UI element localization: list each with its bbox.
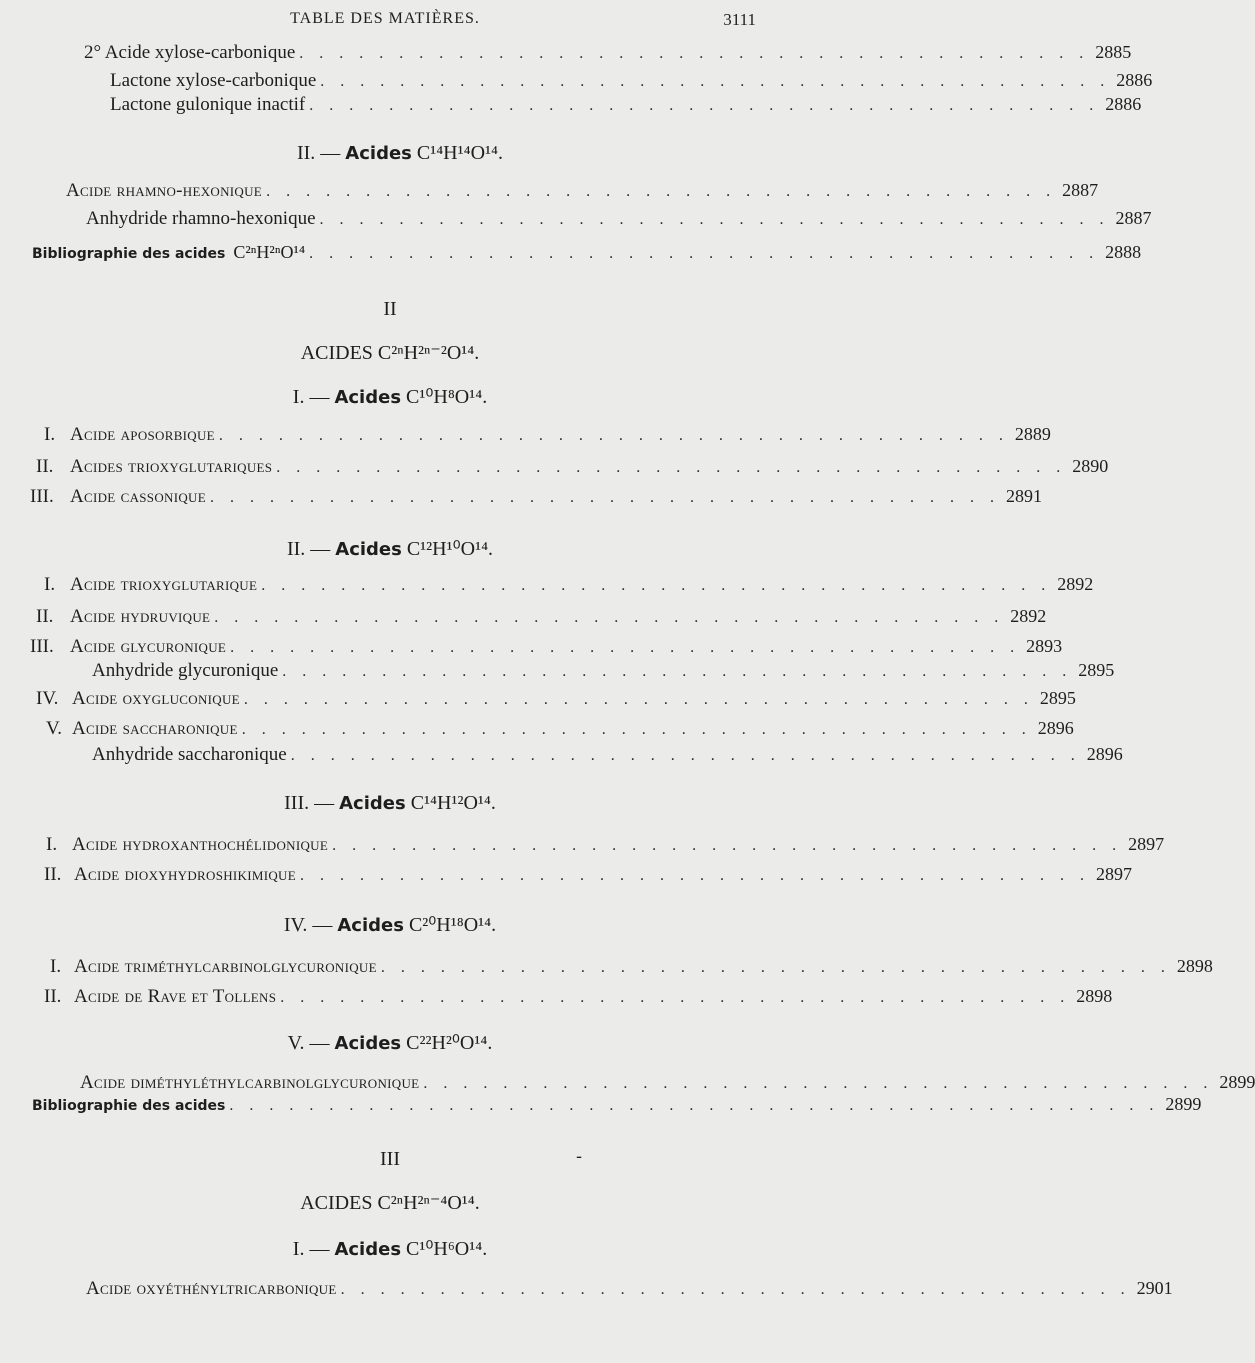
running-head-page-number: 3111: [723, 10, 756, 29]
toc-entry-page: 2892: [1057, 574, 1094, 594]
toc-entry[interactable]: [110, 94, 1142, 120]
toc-entry[interactable]: [44, 574, 1094, 600]
toc-entry-page: 2896: [1037, 718, 1074, 738]
toc-entry[interactable]: [44, 986, 1113, 1012]
toc-entry[interactable]: [32, 1094, 1202, 1120]
toc-entry-label: Acide aposorbique: [70, 424, 215, 445]
toc-entry-number: II.: [36, 606, 54, 627]
toc-entry-page: 2901: [1136, 1278, 1173, 1298]
section-heading-word: Acides: [334, 1239, 402, 1260]
running-head-title: TABLE DES MATIÈRES.: [290, 10, 480, 27]
toc-entry-label: Lactone xylose-carbonique: [110, 70, 317, 91]
toc-entry-label: Acide oxygluconique: [72, 688, 240, 709]
toc-entry[interactable]: [92, 660, 1115, 686]
toc-entry-page: 2899: [1165, 1094, 1202, 1114]
toc-entry[interactable]: [46, 718, 1074, 744]
section-heading: [0, 912, 780, 937]
toc-entry-number: V.: [46, 718, 63, 739]
toc-entry-number: II.: [44, 864, 62, 885]
dot-leader: . . . . . . . . . . . . . . . . . . . . . . . . . . . . . . . . . . . . . . . .: [332, 837, 1123, 854]
toc-entry-number: I.: [44, 574, 56, 595]
section-heading-prefix: III. —: [284, 792, 335, 814]
toc-entry-number: IV.: [36, 688, 59, 709]
section-heading-formula: C²²H²⁰O¹⁴.: [406, 1032, 493, 1054]
dot-leader: . . . . . . . . . . . . . . . . . . . . . . . . . . . . . . . . . . . . . . . .: [243, 691, 1034, 708]
toc-entry-page: 2895: [1078, 660, 1115, 680]
part-number: II: [383, 298, 397, 320]
toc-entry[interactable]: [66, 180, 1099, 206]
toc-entry-page: 2887: [1062, 180, 1099, 200]
section-heading: [0, 384, 780, 409]
toc-entry-page: 2899: [1219, 1072, 1255, 1092]
toc-entry[interactable]: [32, 242, 1142, 268]
toc-entry-page: 2896: [1086, 744, 1123, 764]
dot-leader: . . . . . . . . . . . . . . . . . . . . . . . . . . . . . . . . . . . . . . . .: [261, 577, 1052, 594]
section-heading-formula: C¹⁰H⁸O¹⁴.: [406, 386, 488, 408]
toc-entry-page: 2890: [1072, 456, 1109, 476]
toc-entry[interactable]: [50, 956, 1213, 982]
toc-entry-number: II.: [36, 456, 54, 477]
toc-entry-page: 2895: [1039, 688, 1076, 708]
toc-entry[interactable]: [86, 208, 1152, 234]
toc-entry-number: III.: [30, 636, 54, 657]
dot-leader: . . . . . . . . . . . . . . . . . . . . . . . . . . . . . . . . . . . . . . . .: [290, 747, 1081, 764]
toc-entry-page: 2889: [1014, 424, 1051, 444]
toc-entry[interactable]: [86, 1278, 1173, 1304]
section-heading-prefix: II. —: [286, 538, 331, 560]
toc-entry[interactable]: [36, 688, 1076, 714]
toc-entry[interactable]: [46, 834, 1165, 860]
dot-leader: . . . . . . . . . . . . . . . . . . . . . . . . . . . . . . . . . . . . . . . . . . . . . . .: [229, 1097, 1160, 1114]
toc-entry-formula: C²ⁿH²ⁿO¹⁴: [233, 242, 306, 262]
section-heading-prefix: V. —: [287, 1032, 330, 1054]
toc-entry[interactable]: [36, 456, 1109, 482]
toc-entry[interactable]: [30, 486, 1042, 512]
toc-entry-page: 2893: [1026, 636, 1063, 656]
section-heading-formula: C²⁰H¹⁸O¹⁴.: [408, 914, 497, 936]
toc-entry-label: Acide oxyéthényltricarbonique: [86, 1278, 337, 1299]
toc-entry[interactable]: [110, 70, 1153, 96]
toc-entry-page: 2897: [1128, 834, 1165, 854]
dot-leader: . . . . . . . . . . . . . . . . . . . . . . . . . . . . . . . . . . . . . . . .: [320, 73, 1111, 90]
toc-entry[interactable]: [84, 42, 1132, 68]
section-heading-word: Acides: [334, 1033, 402, 1054]
toc-entry-number: I.: [50, 956, 62, 977]
toc-entry-label: Acide dioxyhydroshikimique: [74, 864, 296, 885]
toc-entry-page: 2885: [1095, 42, 1132, 62]
section-heading-word: Acides: [339, 793, 406, 814]
section-heading-prefix: IV. —: [283, 914, 333, 936]
toc-entry-page: 2888: [1105, 242, 1142, 262]
toc-entry-label: Acide rhamno-hexonique: [66, 180, 263, 201]
section-heading-word: Acides: [335, 539, 402, 560]
toc-entry-page: 2891: [1005, 486, 1042, 506]
toc-entry[interactable]: [30, 636, 1063, 662]
toc-entry-page: 2898: [1076, 986, 1113, 1006]
toc-entry-label: Anhydride saccharonique: [92, 744, 287, 765]
margin-mark: -: [576, 1146, 583, 1167]
dot-leader: . . . . . . . . . . . . . . . . . . . . . . . . . . . . . . . . . . . . . . . .: [280, 989, 1071, 1006]
section-heading-prefix: I. —: [292, 1238, 330, 1260]
toc-entry-number: I.: [46, 834, 58, 855]
toc-entry-label: Acide cassonique: [70, 486, 206, 507]
dot-leader: . . . . . . . . . . . . . . . . . . . . . . . . . . . . . . . . . . . . . . . .: [276, 459, 1067, 476]
toc-entry-label: Acide de Rave et Tollens: [74, 986, 277, 1007]
toc-entry-number: II.: [44, 986, 62, 1007]
toc-entry-page: 2898: [1176, 956, 1213, 976]
dot-leader: . . . . . . . . . . . . . . . . . . . . . . . . . . . . . . . . . . . . . . . .: [282, 663, 1073, 680]
toc-entry-label: Bibliographie des acides: [32, 1098, 226, 1114]
toc-entry-number: I.: [44, 424, 56, 445]
toc-entry-page: 2897: [1095, 864, 1132, 884]
toc-entry[interactable]: [92, 744, 1123, 770]
toc-entry-number: III.: [30, 486, 54, 507]
toc-entry-label: Acide saccharonique: [72, 718, 238, 739]
dot-leader: . . . . . . . . . . . . . . . . . . . . . . . . . . . . . . . . . . . . . . . .: [266, 183, 1057, 200]
section-heading: [0, 1030, 780, 1055]
section-heading: [0, 1236, 780, 1261]
dot-leader: . . . . . . . . . . . . . . . . . . . . . . . . . . . . . . . . . . . . . . . .: [380, 959, 1171, 976]
section-heading: [0, 142, 800, 165]
toc-entry-label: 2° Acide xylose-carbonique: [84, 42, 296, 63]
toc-entry[interactable]: [44, 864, 1132, 890]
toc-entry-label: Acide hydruvique: [70, 606, 211, 627]
dot-leader: . . . . . . . . . . . . . . . . . . . . . . . . . . . . . . . . . . . . . . . .: [423, 1075, 1214, 1092]
section-heading-formula: C¹⁴H¹²O¹⁴.: [410, 792, 496, 814]
toc-entry-label: Anhydride rhamno-hexonique: [86, 208, 316, 229]
dot-leader: . . . . . . . . . . . . . . . . . . . . . . . . . . . . . . . . . . . . . . . .: [299, 867, 1090, 884]
toc-entry-page: 2887: [1115, 208, 1152, 228]
section-heading-prefix: I. —: [292, 386, 330, 408]
running-head: [0, 10, 800, 40]
part-number: III: [380, 1148, 400, 1170]
section-heading-formula: C¹²H¹⁰O¹⁴.: [406, 538, 494, 560]
toc-entry-label: Acides trioxyglutariques: [70, 456, 273, 477]
toc-entry-page: 2886: [1116, 70, 1153, 90]
dot-leader: . . . . . . . . . . . . . . . . . . . . . . . . . . . . . . . . . . . . . . . .: [241, 721, 1032, 738]
dot-leader: . . . . . . . . . . . . . . . . . . . . . . . . . . . . . . . . . . . . . . . .: [319, 211, 1110, 228]
section-heading: [0, 536, 780, 561]
toc-entry-page: 2892: [1010, 606, 1047, 626]
section-heading-formula: C¹⁴H¹⁴O¹⁴.: [416, 142, 504, 164]
section-heading-word: Acides: [345, 143, 412, 164]
toc-entry-label: Acide glycuronique: [70, 636, 227, 657]
dot-leader: . . . . . . . . . . . . . . . . . . . . . . . . . . . . . . . . . . . . . . . .: [209, 489, 1000, 506]
dot-leader: . . . . . . . . . . . . . . . . . . . . . . . . . . . . . . . . . . . . . . . .: [214, 609, 1005, 626]
toc-entry-label: Lactone gulonique inactif: [110, 94, 306, 115]
toc-entry-label: Anhydride glycuronique: [92, 660, 279, 681]
dot-leader: . . . . . . . . . . . . . . . . . . . . . . . . . . . . . . . . . . . . . . . .: [299, 45, 1090, 62]
dot-leader: . . . . . . . . . . . . . . . . . . . . . . . . . . . . . . . . . . . . . . . .: [230, 639, 1021, 656]
toc-entry[interactable]: [36, 606, 1047, 632]
toc-entry-label: Acide trioxyglutarique: [70, 574, 258, 595]
section-heading-word: Acides: [334, 387, 402, 408]
dot-leader: . . . . . . . . . . . . . . . . . . . . . . . . . . . . . . . . . . . . . . . .: [218, 427, 1009, 444]
dot-leader: . . . . . . . . . . . . . . . . . . . . . . . . . . . . . . . . . . . . . . . .: [309, 245, 1100, 262]
section-heading-formula: C¹⁰H⁶O¹⁴.: [406, 1238, 488, 1260]
toc-entry-label: Acide triméthylcarbinolglycuronique: [74, 956, 377, 977]
part-title: ACIDES C²ⁿH²ⁿ⁻⁴O¹⁴.: [300, 1192, 480, 1214]
dot-leader: . . . . . . . . . . . . . . . . . . . . . . . . . . . . . . . . . . . . . . . .: [340, 1281, 1131, 1298]
dot-leader: . . . . . . . . . . . . . . . . . . . . . . . . . . . . . . . . . . . . . . . .: [309, 97, 1100, 114]
section-heading-word: Acides: [337, 915, 404, 936]
toc-entry-label: Bibliographie des acides: [32, 246, 226, 262]
toc-entry[interactable]: [44, 424, 1051, 450]
toc-entry-label: Acide hydroxanthochélidonique: [72, 834, 329, 855]
toc-entry-page: 2886: [1105, 94, 1142, 114]
section-heading-prefix: II. —: [296, 142, 341, 164]
part-title: ACIDES C²ⁿH²ⁿ⁻²O¹⁴.: [300, 342, 480, 364]
toc-entry-label: Acide diméthyléthylcarbinolglycuronique: [80, 1072, 420, 1093]
section-heading: [0, 792, 780, 815]
